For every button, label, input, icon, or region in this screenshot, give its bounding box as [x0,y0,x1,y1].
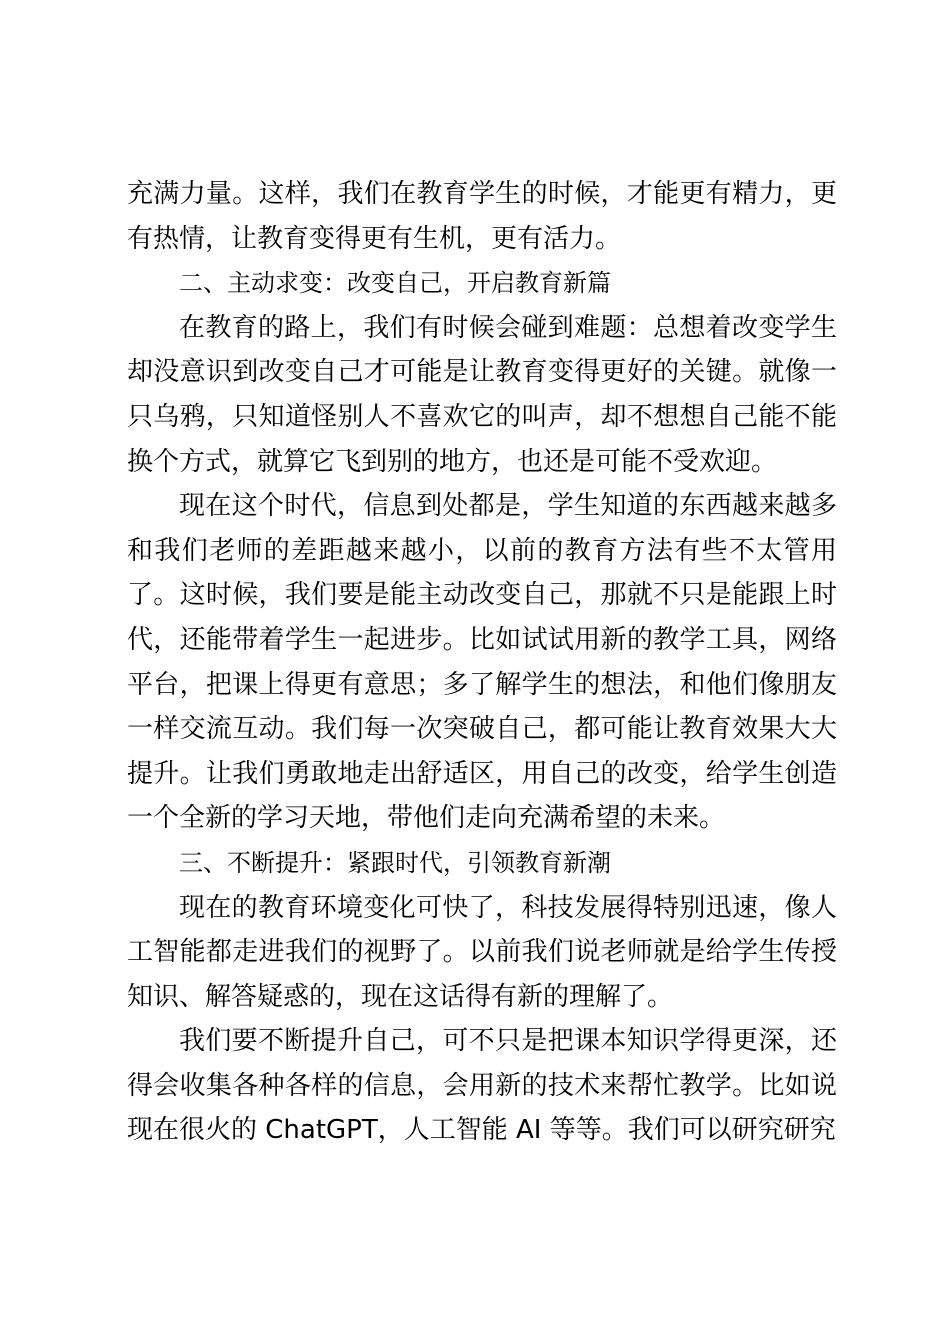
paragraph: 现在的教育环境变化可快了，科技发展得特别迅速，像人工智能都走进我们的视野了。以前我们说老师就是给学生传授知识、解答疑惑的，现在这话得有新的理解了。 [127,892,837,1012]
paragraph: 在教育的路上，我们有时候会碰到难题：总想着改变学生却没意识到改变自己才可能是让教育变得更好的关键。就像一只乌鸦，只知道怪别人不喜欢它的叫声，却不想想自己能不能换个方式，就算它飞到别的地方，也还是可能不受欢迎。 [127,312,837,477]
section-heading-3: 三、不断提升：紧跟时代，引领教育新潮 [179,848,611,877]
paragraph-continued: 充满力量。这样，我们在教育学生的时候，才能更有精力，更有热情，让教育变得更有生机，更有活力。 [127,179,837,254]
paragraph: 我们要不断提升自己，可不只是把课本知识学得更深，还得会收集各种各样的信息，会用新的技术来帮忙教学。比如说现在很火的 ChatGPT，人工智能 AI 等等。我们可以研究研究 [127,1026,837,1146]
paragraph: 现在这个时代，信息到处都是，学生知道的东西越来越多和我们老师的差距越来越小，以前的教育方法有些不太管用了。这时候，我们要是能主动改变自己，那就不只是能跟上时代，还能带着学生一起进步。比如试试用新的教学工具，网络平台，把课上得更有意思；多了解学生的想法，和他们像朋友一样交流互动。我们每一次突破自己，都可能让教育效果大大提升。让我们勇敢地走出舒适区，用自己的改变，给学生创造一个全新的学习天地，带他们走向充满希望的未来。 [127,491,837,834]
section-heading-2: 二、主动求变：改变自己，开启教育新篇 [179,269,611,298]
document-body [127,172,837,1153]
